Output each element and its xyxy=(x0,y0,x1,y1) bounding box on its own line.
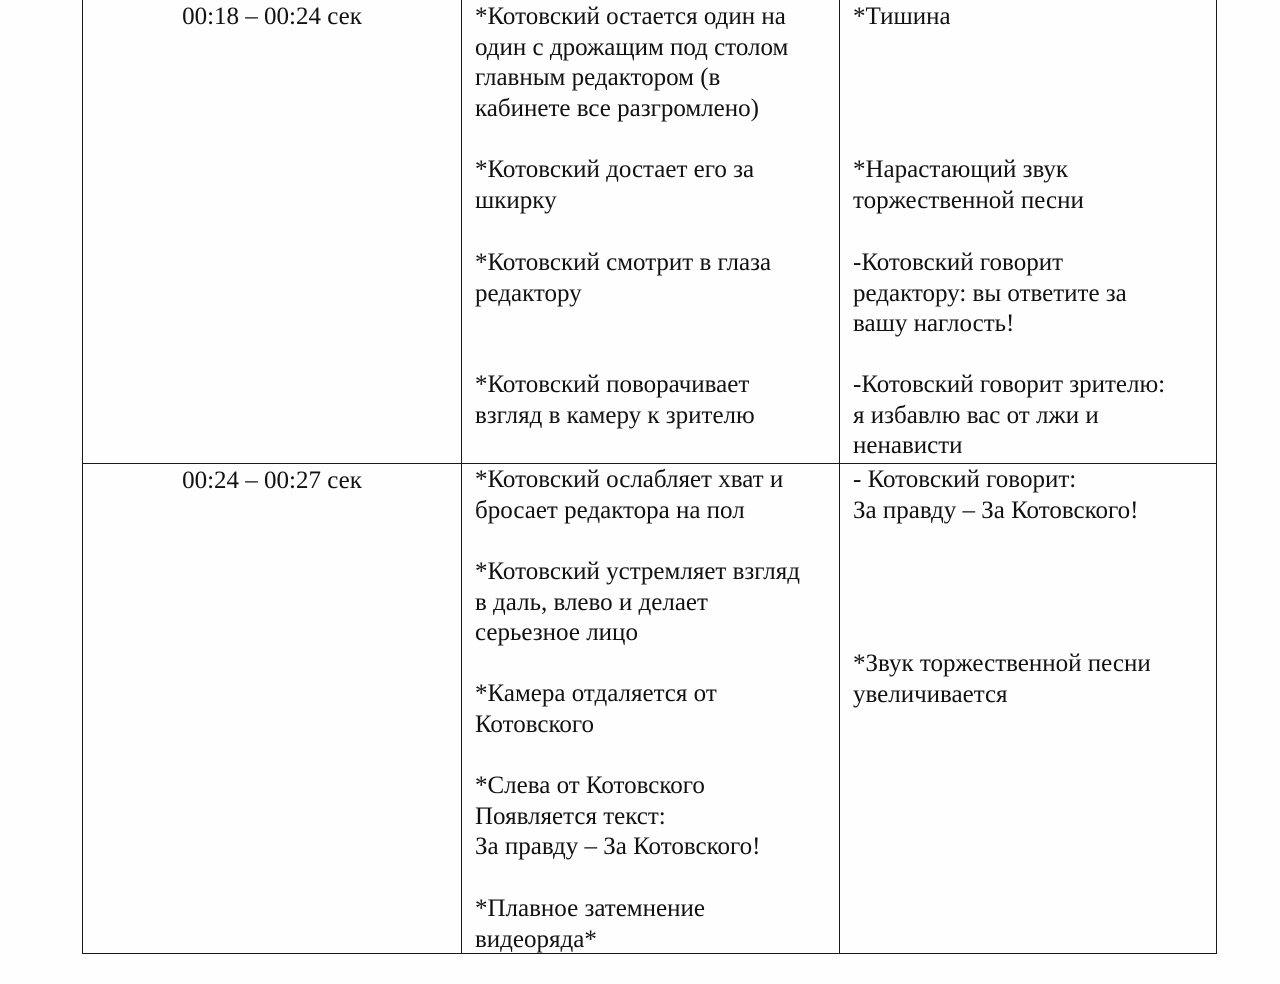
audio-direction: - Котовский говорит: За правду – За Котовского! xyxy=(853,466,1139,524)
audio-direction: *Нарастающий звук торжественной песни xyxy=(853,156,1084,214)
video-direction: *Слева от Котовского Появляется текст: За правду – За Котовского! xyxy=(475,772,761,861)
video-direction: *Плавное затемнение видеоряда* xyxy=(475,895,705,953)
video-cell xyxy=(462,0,840,464)
video-direction: *Котовский смотрит в глаза редактору xyxy=(475,249,772,307)
video-direction: *Котовский достает его за шкирку xyxy=(475,156,755,214)
audio-direction: -Котовский говорит зрителю: я избавлю вас от лжи и ненависти xyxy=(853,371,1166,460)
time-cell xyxy=(83,464,462,954)
video-direction: *Котовский поворачивает взгляд в камеру к зрителю xyxy=(475,371,755,429)
table-row xyxy=(83,0,1217,464)
video-cell xyxy=(462,464,840,954)
video-direction: *Котовский устремляет взгляд в даль, влево и делает серьезное лицо xyxy=(475,558,800,647)
timecode: 00:24 – 00:27 сек xyxy=(182,467,362,494)
table-row xyxy=(83,464,1217,954)
time-cell xyxy=(83,0,462,464)
video-direction: *Котовский ослабляет хват и бросает редактора на пол xyxy=(475,466,784,524)
video-direction: *Котовский остается один на один с дрожащим под столом главным редактором (в кабинете все разгромлено) xyxy=(475,3,789,122)
audio-direction: *Звук торжественной песни увеличивается xyxy=(853,650,1151,708)
screenplay-table xyxy=(82,0,1217,954)
video-direction: *Камера отдаляется от Котовского xyxy=(475,680,717,738)
audio-direction: *Тишина xyxy=(853,3,951,30)
audio-cell xyxy=(840,0,1217,464)
audio-direction: -Котовский говорит редактору: вы ответите за вашу наглость! xyxy=(853,249,1127,338)
audio-cell xyxy=(840,464,1217,954)
timecode: 00:18 – 00:24 сек xyxy=(182,3,362,30)
